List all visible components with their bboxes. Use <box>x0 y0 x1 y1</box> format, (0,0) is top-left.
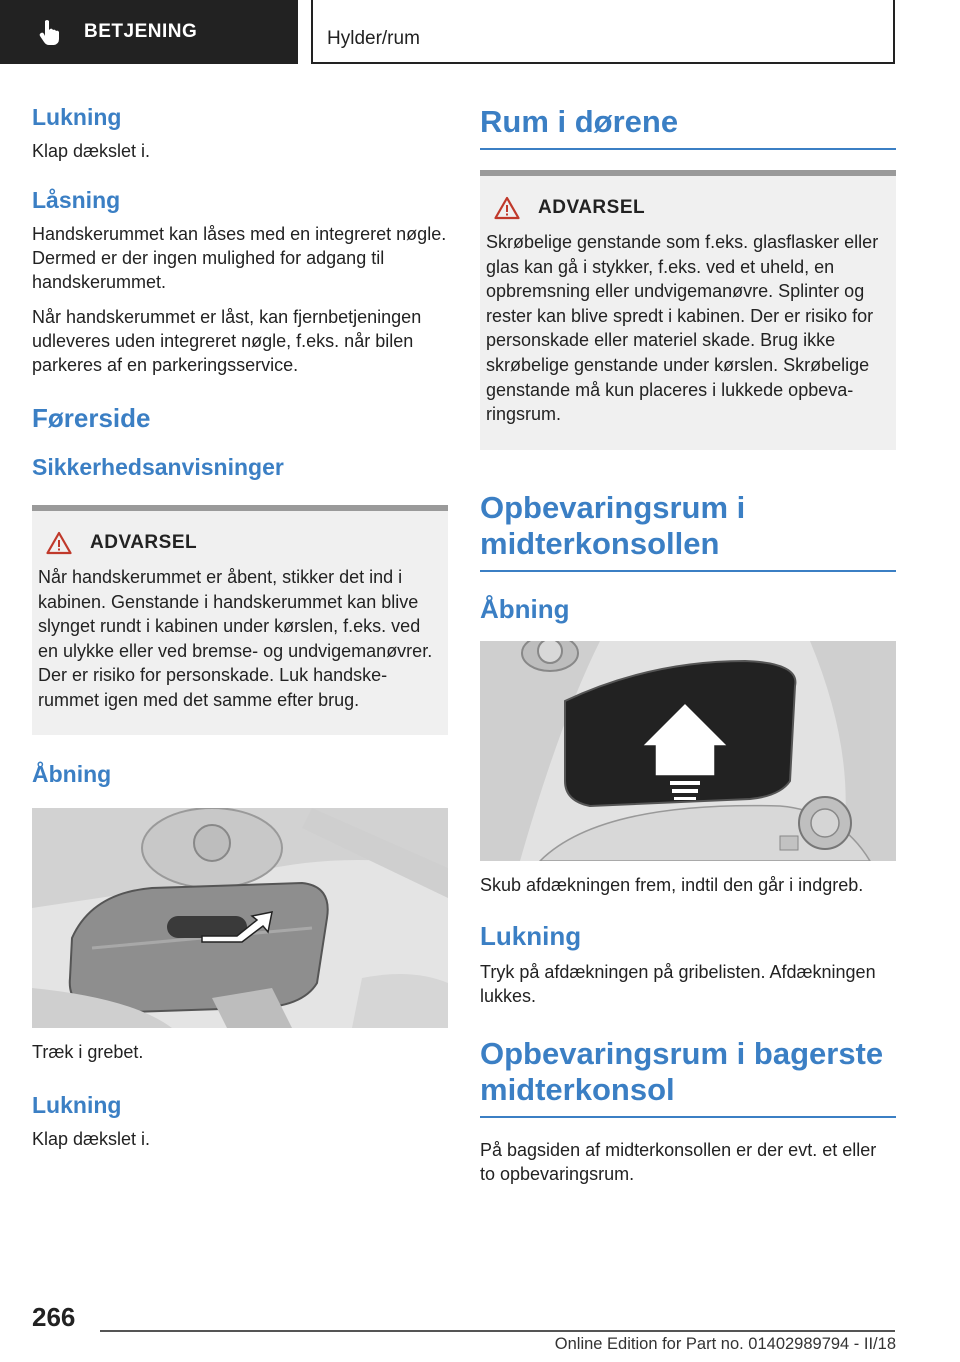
heading-lukning: Lukning <box>32 104 122 130</box>
warning-title: ADVARSEL <box>538 197 646 218</box>
laasning-paragraph-2: Når handskerummet er låst, kan fjernbetjeningen udleveres uden integreret nøgle, f.eks. når bilen parkeres af en parkeringsservice. <box>32 307 422 375</box>
laasning-paragraph-1: Handskerummet kan låses med en integreret nøgle. Dermed er der ingen mulighed for adgang til handskerummet. <box>32 224 447 292</box>
heading-rum-i-doerene: Rum i dørene <box>480 104 679 139</box>
lukning-text: Klap dækslet i. <box>32 141 151 161</box>
heading-opbevaringsrum-midterkonsollen: Opbevaringsrum i midterkonsollen <box>480 490 746 561</box>
warning-text: Når handskerummet er åbent, stikker det ind i kabinen. Genstande i handskerummet kan blive slynget rundt i kabinen under kørslen, f.eks. ved en ulykke eller ved bremse- og undvigemanøvrer. Der er risiko for personskade. Luk handskerummet igen med det samme efter brug. <box>38 567 433 710</box>
heading-aabning-right: Åbning <box>480 594 570 624</box>
footer-rule <box>100 1330 895 1332</box>
page-number: 266 <box>32 1302 76 1332</box>
page-topic-box <box>311 0 895 64</box>
heading-opbevaringsrum-bagerste: Opbevaringsrum i bagerste midterkonsol <box>480 1036 884 1107</box>
section-label: BETJENING <box>84 21 198 42</box>
heading-lukning-right: Lukning <box>480 921 582 951</box>
heading-lukning-2: Lukning <box>32 1092 122 1118</box>
edition-note: Online Edition for Part no. 01402989794 - II/18 <box>554 1335 896 1353</box>
warning-triangle-icon <box>46 531 72 555</box>
hand-pointer-icon <box>36 18 64 46</box>
heading-rule <box>480 148 896 150</box>
lukning-text-right: Tryk på afdækningen på gribelisten. Afdækningen lukkes. <box>480 962 876 1006</box>
heading-rule <box>480 1116 896 1118</box>
warning-triangle-icon <box>494 196 520 220</box>
warning-box <box>32 505 448 735</box>
lukning-text-2: Klap dækslet i. <box>32 1129 151 1149</box>
heading-laasning: Låsning <box>32 187 121 213</box>
right-column <box>480 100 896 1186</box>
left-column <box>32 100 448 1151</box>
caption-skub: Skub afdækningen frem, indtil den går i indgreb. <box>480 875 864 895</box>
caption-traek: Træk i grebet. <box>32 1042 144 1062</box>
heading-sikkerhedsanvisninger: Sikkerhedsanvisninger <box>32 454 284 480</box>
heading-rule <box>480 570 896 572</box>
warning-box-right <box>480 170 896 450</box>
bagerste-text: På bagsiden af midterkonsollen er der evt. et eller to opbevaringsrum. <box>480 1140 877 1184</box>
heading-aabning: Åbning <box>32 761 112 787</box>
console-illustration <box>480 641 896 861</box>
warning-text: Skrøbelige genstande som f.eks. glasflasker eller glas kan gå i stykker, f.eks. ved et uheld, en opbremsning eller undvigemanøvre. Splinter og rester kan blive spredt i kabinen. Der er risiko for personskade eller materiel skade. Brug ikke skrøbelige genstande under kørslen. Skrøbelige genstande må kun placeres i lukkede opbevaringsrum. <box>486 232 879 425</box>
warning-title: ADVARSEL <box>90 532 198 553</box>
page-topic: Hylder/rum <box>327 28 420 49</box>
heading-foererside: Førerside <box>32 403 151 433</box>
glovebox-illustration <box>32 808 448 1028</box>
section-tab <box>0 0 298 64</box>
